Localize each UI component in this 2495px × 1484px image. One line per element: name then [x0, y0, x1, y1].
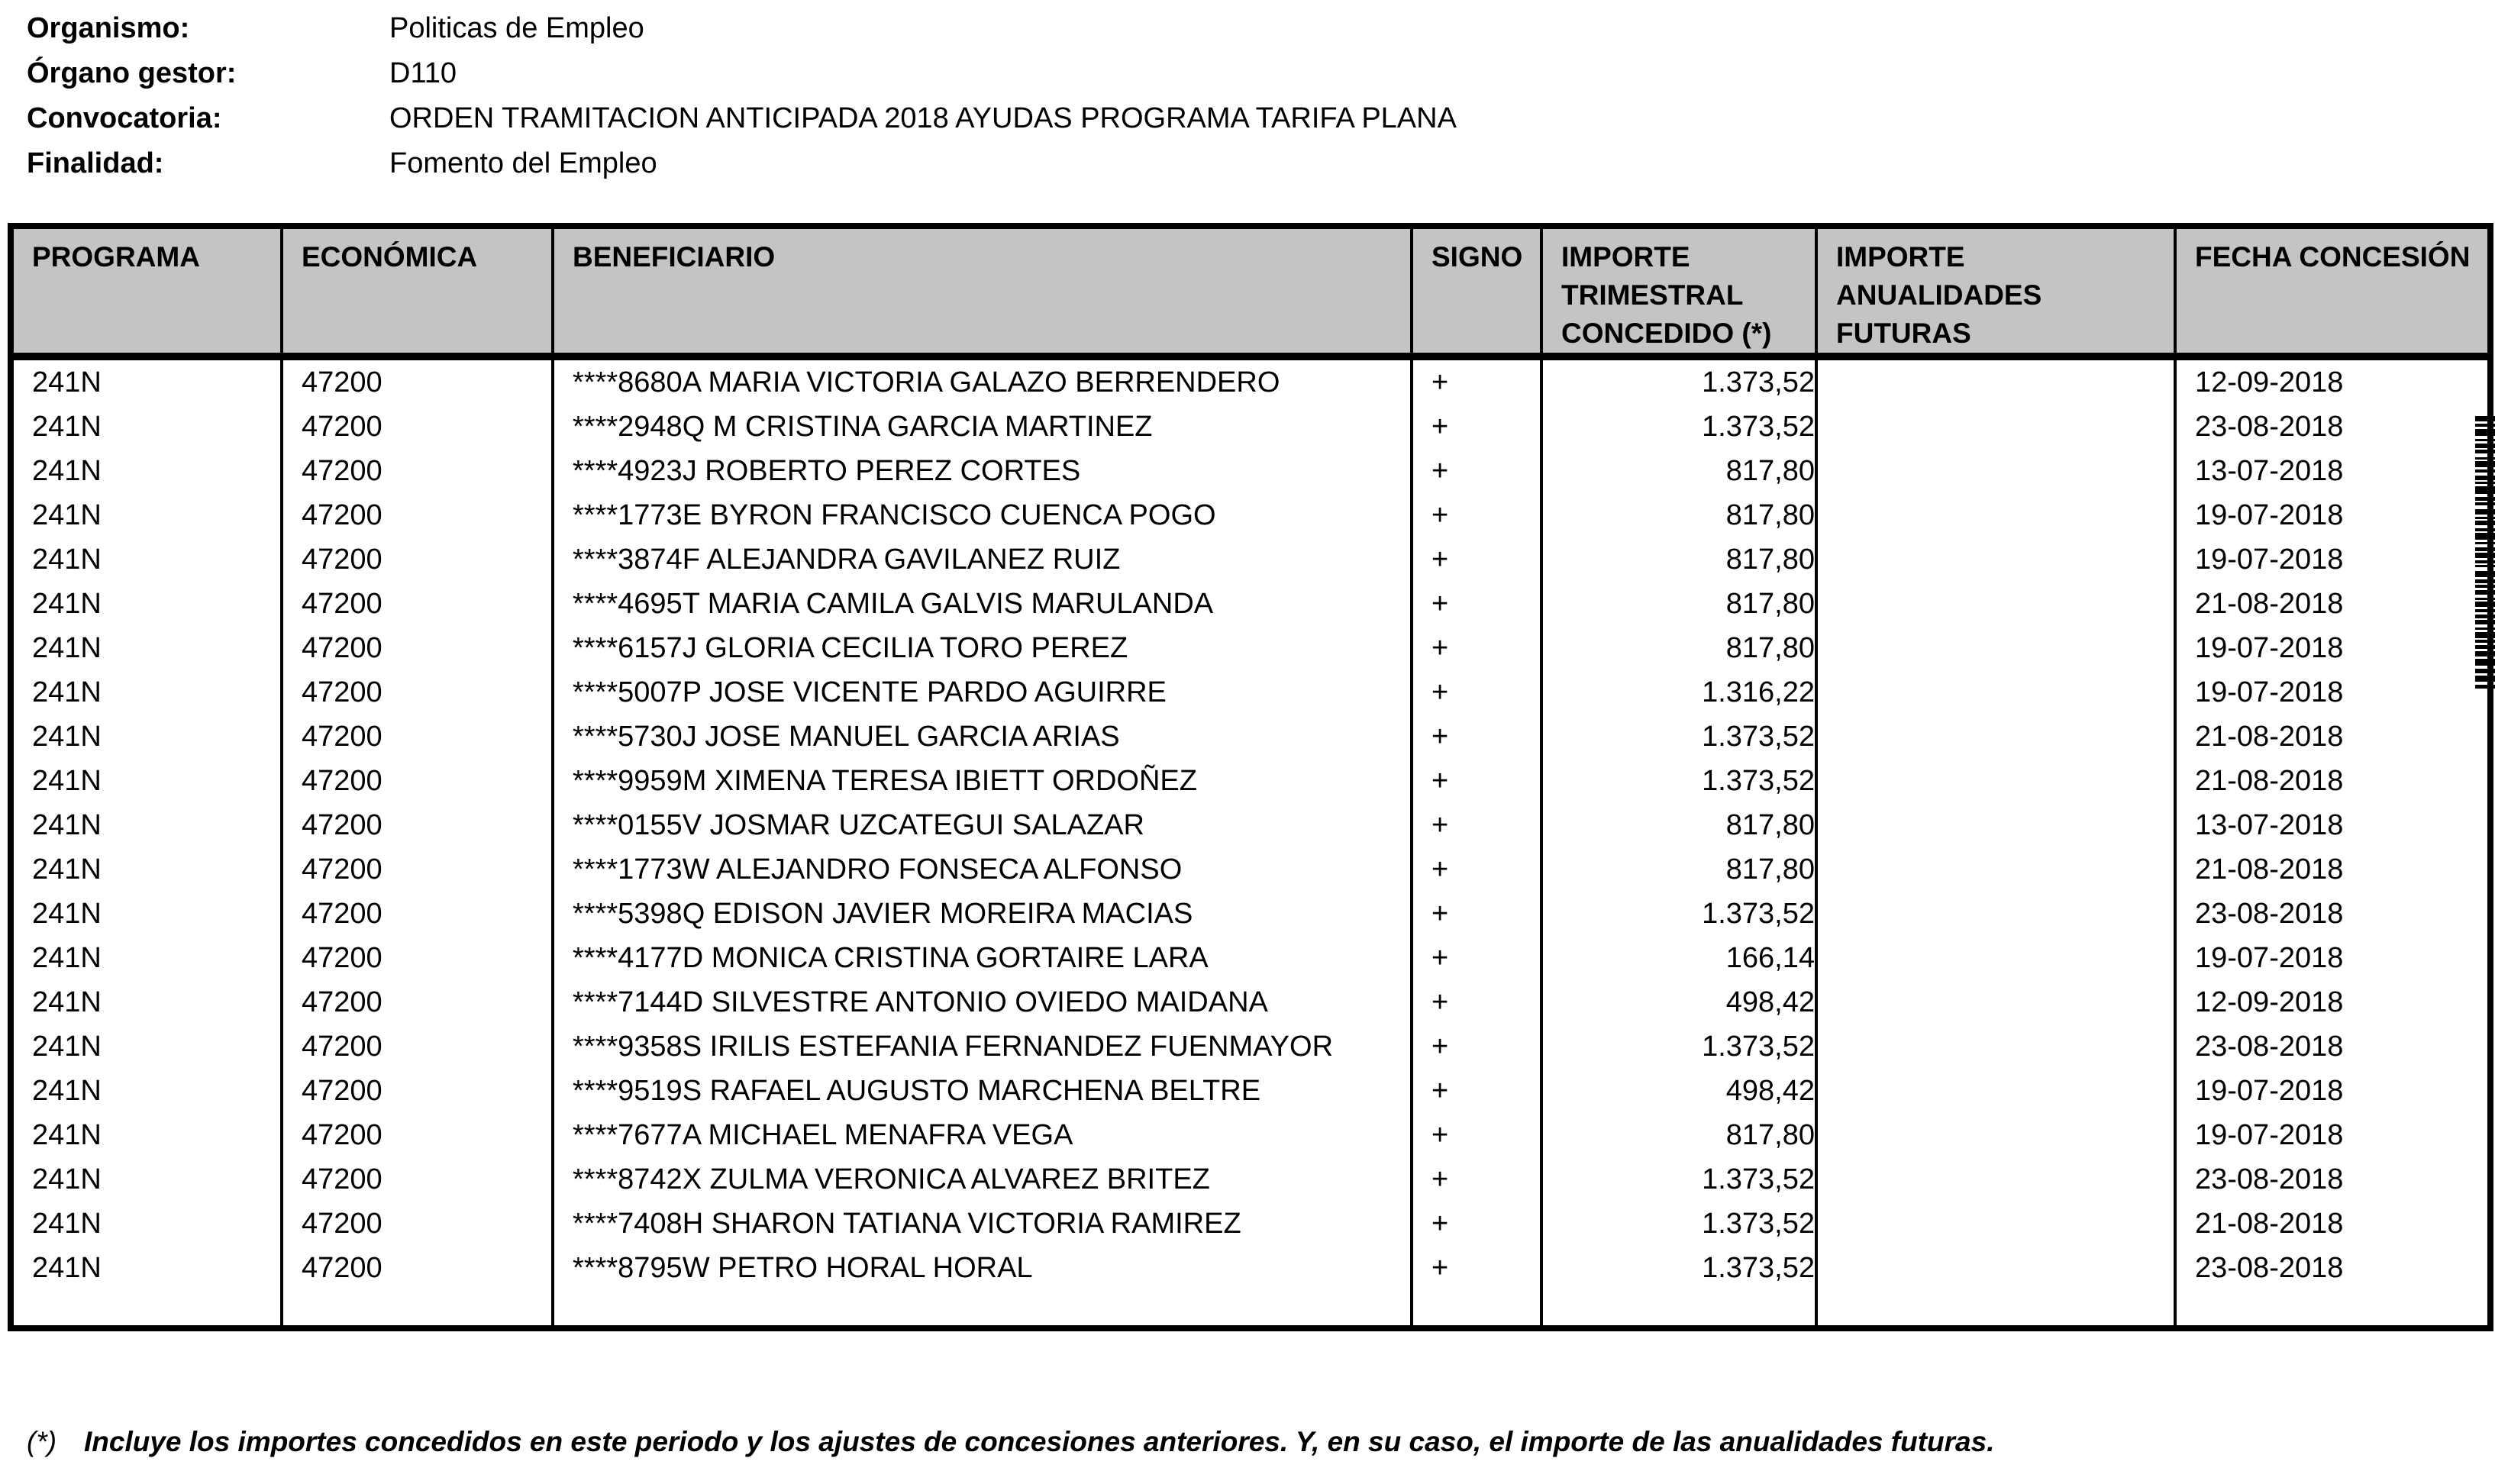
cell-economica: 47200 [282, 803, 553, 847]
cell-economica: 47200 [282, 980, 553, 1024]
cell-anualidades [1816, 1157, 2175, 1202]
cell-fecha: 19-07-2018 [2175, 670, 2490, 715]
cell-signo: + [1412, 980, 1541, 1024]
footnote-marker: (*) [27, 1426, 57, 1457]
cell-anualidades [1816, 980, 2175, 1024]
cell-beneficiario: ****5730J JOSE MANUEL GARCIA ARIAS [553, 715, 1412, 759]
cell-signo: + [1412, 847, 1541, 892]
cell-programa: 241N [11, 582, 282, 626]
cell-anualidades [1816, 1202, 2175, 1246]
field-convocatoria-value: ORDEN TRAMITACION ANTICIPADA 2018 AYUDAS PROGRAMA TARIFA PLANA [389, 102, 1457, 134]
cell-fecha: 21-08-2018 [2175, 847, 2490, 892]
cell-economica: 47200 [282, 1024, 553, 1069]
cell-anualidades [1816, 582, 2175, 626]
grants-table [8, 223, 2493, 1331]
field-organismo [27, 6, 1457, 51]
table-row [11, 1113, 2490, 1157]
cell-beneficiario: ****4177D MONICA CRISTINA GORTAIRE LARA [553, 936, 1412, 980]
cell-beneficiario: ****7677A MICHAEL MENAFRA VEGA [553, 1113, 1412, 1157]
table-row [11, 803, 2490, 847]
col-header-signo: SIGNO [1412, 226, 1541, 356]
cell-signo: + [1412, 449, 1541, 493]
cell-beneficiario: ****5398Q EDISON JAVIER MOREIRA MACIAS [553, 892, 1412, 936]
table-row [11, 1246, 2490, 1290]
cell-beneficiario: ****4923J ROBERTO PEREZ CORTES [553, 449, 1412, 493]
cell-beneficiario: ****1773W ALEJANDRO FONSECA ALFONSO [553, 847, 1412, 892]
cell-signo: + [1412, 356, 1541, 405]
table-row [11, 1157, 2490, 1202]
cell-fecha: 19-07-2018 [2175, 936, 2490, 980]
field-finalidad-label: Finalidad: [27, 147, 164, 179]
col-header-programa: PROGRAMA [11, 226, 282, 356]
table-row [11, 449, 2490, 493]
cell-fecha: 12-09-2018 [2175, 356, 2490, 405]
grants-table-header [11, 226, 2490, 356]
cell-importe: 817,80 [1541, 847, 1816, 892]
cell-importe: 817,80 [1541, 449, 1816, 493]
table-row [11, 405, 2490, 449]
table-row [11, 759, 2490, 803]
cell-beneficiario: ****8680A MARIA VICTORIA GALAZO BERRENDERO [553, 356, 1412, 405]
cell-importe: 817,80 [1541, 1113, 1816, 1157]
cell-economica: 47200 [282, 493, 553, 537]
cell-programa: 241N [11, 1024, 282, 1069]
cell-beneficiario: ****3874F ALEJANDRA GAVILANEZ RUIZ [553, 537, 1412, 582]
cell-programa: 241N [11, 449, 282, 493]
cell-economica: 47200 [282, 405, 553, 449]
cell-beneficiario: ****7144D SILVESTRE ANTONIO OVIEDO MAIDANA [553, 980, 1412, 1024]
cell-economica: 47200 [282, 582, 553, 626]
cell-fecha: 13-07-2018 [2175, 803, 2490, 847]
cell-importe: 1.373,52 [1541, 405, 1816, 449]
cell-importe: 817,80 [1541, 493, 1816, 537]
cell-anualidades [1816, 715, 2175, 759]
cell-signo: + [1412, 537, 1541, 582]
cell-programa: 241N [11, 980, 282, 1024]
cell-fecha: 23-08-2018 [2175, 1024, 2490, 1069]
cell-beneficiario: ****8795W PETRO HORAL HORAL [553, 1246, 1412, 1290]
table-row [11, 493, 2490, 537]
cell-fecha: 21-08-2018 [2175, 582, 2490, 626]
table-row [11, 670, 2490, 715]
cell-programa: 241N [11, 405, 282, 449]
cell-signo: + [1412, 892, 1541, 936]
cell-programa: 241N [11, 626, 282, 670]
cell-importe: 1.373,52 [1541, 1157, 1816, 1202]
cell-economica: 47200 [282, 1113, 553, 1157]
cell-importe: 817,80 [1541, 537, 1816, 582]
field-convocatoria [27, 96, 1457, 141]
cell-programa: 241N [11, 715, 282, 759]
cell-fecha: 23-08-2018 [2175, 892, 2490, 936]
col-header-importe-trimestral: IMPORTE TRIMESTRAL CONCEDIDO (*) [1541, 226, 1816, 356]
cell-signo: + [1412, 1246, 1541, 1290]
cell-fecha: 12-09-2018 [2175, 980, 2490, 1024]
cell-fecha: 13-07-2018 [2175, 449, 2490, 493]
cell-economica: 47200 [282, 1202, 553, 1246]
field-organo-gestor [27, 51, 1457, 96]
table-row [11, 936, 2490, 980]
cell-signo: + [1412, 715, 1541, 759]
barcode-icon [2475, 416, 2495, 691]
cell-signo: + [1412, 493, 1541, 537]
cell-economica: 47200 [282, 759, 553, 803]
cell-economica: 47200 [282, 1069, 553, 1113]
cell-economica: 47200 [282, 715, 553, 759]
cell-fecha: 19-07-2018 [2175, 493, 2490, 537]
cell-anualidades [1816, 449, 2175, 493]
cell-anualidades [1816, 670, 2175, 715]
cell-beneficiario: ****4695T MARIA CAMILA GALVIS MARULANDA [553, 582, 1412, 626]
cell-programa: 241N [11, 759, 282, 803]
table-row [11, 582, 2490, 626]
field-organismo-label: Organismo: [27, 12, 190, 44]
cell-programa: 241N [11, 537, 282, 582]
cell-economica: 47200 [282, 847, 553, 892]
cell-programa: 241N [11, 936, 282, 980]
col-header-economica: ECONÓMICA [282, 226, 553, 356]
cell-fecha: 23-08-2018 [2175, 1157, 2490, 1202]
cell-anualidades [1816, 356, 2175, 405]
cell-importe: 817,80 [1541, 582, 1816, 626]
table-row [11, 980, 2490, 1024]
table-row [11, 1069, 2490, 1113]
table-spacer-row [11, 1290, 2490, 1328]
cell-anualidades [1816, 1069, 2175, 1113]
cell-programa: 241N [11, 493, 282, 537]
cell-signo: + [1412, 626, 1541, 670]
cell-anualidades [1816, 803, 2175, 847]
field-organo-gestor-value: D110 [389, 57, 457, 89]
field-finalidad [27, 141, 1457, 186]
cell-anualidades [1816, 847, 2175, 892]
cell-importe: 1.373,52 [1541, 1202, 1816, 1246]
col-header-importe-anualidades: IMPORTE ANUALIDADES FUTURAS [1816, 226, 2175, 356]
cell-importe: 1.373,52 [1541, 715, 1816, 759]
cell-importe: 817,80 [1541, 626, 1816, 670]
cell-economica: 47200 [282, 1246, 553, 1290]
cell-importe: 1.373,52 [1541, 356, 1816, 405]
cell-beneficiario: ****9358S IRILIS ESTEFANIA FERNANDEZ FUENMAYOR [553, 1024, 1412, 1069]
cell-importe: 1.373,52 [1541, 1246, 1816, 1290]
cell-anualidades [1816, 759, 2175, 803]
cell-signo: + [1412, 405, 1541, 449]
cell-anualidades [1816, 1246, 2175, 1290]
cell-signo: + [1412, 670, 1541, 715]
cell-economica: 47200 [282, 892, 553, 936]
cell-importe: 498,42 [1541, 980, 1816, 1024]
table-row [11, 715, 2490, 759]
cell-fecha: 21-08-2018 [2175, 759, 2490, 803]
document-header [27, 6, 1457, 186]
cell-programa: 241N [11, 670, 282, 715]
cell-programa: 241N [11, 892, 282, 936]
field-organismo-value: Politicas de Empleo [389, 12, 644, 44]
cell-signo: + [1412, 1069, 1541, 1113]
col-header-fecha-concesion: FECHA CONCESIÓN [2175, 226, 2490, 356]
table-row [11, 356, 2490, 405]
cell-signo: + [1412, 1024, 1541, 1069]
field-finalidad-value: Fomento del Empleo [389, 147, 657, 179]
grants-table-body [11, 356, 2490, 1328]
cell-importe: 166,14 [1541, 936, 1816, 980]
cell-economica: 47200 [282, 936, 553, 980]
cell-signo: + [1412, 803, 1541, 847]
cell-signo: + [1412, 759, 1541, 803]
cell-signo: + [1412, 936, 1541, 980]
cell-programa: 241N [11, 1202, 282, 1246]
cell-anualidades [1816, 537, 2175, 582]
cell-beneficiario: ****9519S RAFAEL AUGUSTO MARCHENA BELTRE [553, 1069, 1412, 1113]
cell-programa: 241N [11, 847, 282, 892]
cell-anualidades [1816, 892, 2175, 936]
cell-importe: 1.316,22 [1541, 670, 1816, 715]
cell-beneficiario: ****7408H SHARON TATIANA VICTORIA RAMIREZ [553, 1202, 1412, 1246]
cell-economica: 47200 [282, 626, 553, 670]
cell-fecha: 19-07-2018 [2175, 1069, 2490, 1113]
cell-economica: 47200 [282, 449, 553, 493]
cell-fecha: 21-08-2018 [2175, 715, 2490, 759]
field-convocatoria-label: Convocatoria: [27, 102, 222, 134]
cell-fecha: 23-08-2018 [2175, 1246, 2490, 1290]
cell-economica: 47200 [282, 537, 553, 582]
footnote [27, 1426, 1994, 1458]
cell-beneficiario: ****0155V JOSMAR UZCATEGUI SALAZAR [553, 803, 1412, 847]
cell-economica: 47200 [282, 1157, 553, 1202]
cell-economica: 47200 [282, 670, 553, 715]
cell-programa: 241N [11, 803, 282, 847]
cell-anualidades [1816, 936, 2175, 980]
cell-importe: 1.373,52 [1541, 1024, 1816, 1069]
cell-programa: 241N [11, 1246, 282, 1290]
table-row [11, 847, 2490, 892]
table-row [11, 892, 2490, 936]
table-row [11, 626, 2490, 670]
cell-anualidades [1816, 1024, 2175, 1069]
cell-signo: + [1412, 582, 1541, 626]
cell-beneficiario: ****9959M XIMENA TERESA IBIETT ORDOÑEZ [553, 759, 1412, 803]
cell-programa: 241N [11, 1069, 282, 1113]
cell-beneficiario: ****2948Q M CRISTINA GARCIA MARTINEZ [553, 405, 1412, 449]
cell-importe: 1.373,52 [1541, 759, 1816, 803]
cell-beneficiario: ****1773E BYRON FRANCISCO CUENCA POGO [553, 493, 1412, 537]
cell-importe: 498,42 [1541, 1069, 1816, 1113]
col-header-beneficiario: BENEFICIARIO [553, 226, 1412, 356]
cell-importe: 817,80 [1541, 803, 1816, 847]
footnote-text: Incluye los importes concedidos en este periodo y los ajustes de concesiones anteriores. Y, en su caso, el importe de las anualidades futuras. [84, 1426, 1995, 1457]
cell-importe: 1.373,52 [1541, 892, 1816, 936]
cell-anualidades [1816, 626, 2175, 670]
table-row [11, 537, 2490, 582]
cell-anualidades [1816, 405, 2175, 449]
cell-signo: + [1412, 1202, 1541, 1246]
cell-signo: + [1412, 1113, 1541, 1157]
cell-economica: 47200 [282, 356, 553, 405]
cell-beneficiario: ****6157J GLORIA CECILIA TORO PEREZ [553, 626, 1412, 670]
cell-fecha: 19-07-2018 [2175, 1113, 2490, 1157]
cell-fecha: 19-07-2018 [2175, 537, 2490, 582]
cell-signo: + [1412, 1157, 1541, 1202]
cell-beneficiario: ****5007P JOSE VICENTE PARDO AGUIRRE [553, 670, 1412, 715]
table-row [11, 1024, 2490, 1069]
cell-beneficiario: ****8742X ZULMA VERONICA ALVAREZ BRITEZ [553, 1157, 1412, 1202]
cell-programa: 241N [11, 1113, 282, 1157]
cell-anualidades [1816, 1113, 2175, 1157]
table-row [11, 1202, 2490, 1246]
field-organo-gestor-label: Órgano gestor: [27, 57, 237, 89]
cell-fecha: 23-08-2018 [2175, 405, 2490, 449]
cell-fecha: 19-07-2018 [2175, 626, 2490, 670]
cell-programa: 241N [11, 356, 282, 405]
cell-programa: 241N [11, 1157, 282, 1202]
cell-anualidades [1816, 493, 2175, 537]
cell-fecha: 21-08-2018 [2175, 1202, 2490, 1246]
